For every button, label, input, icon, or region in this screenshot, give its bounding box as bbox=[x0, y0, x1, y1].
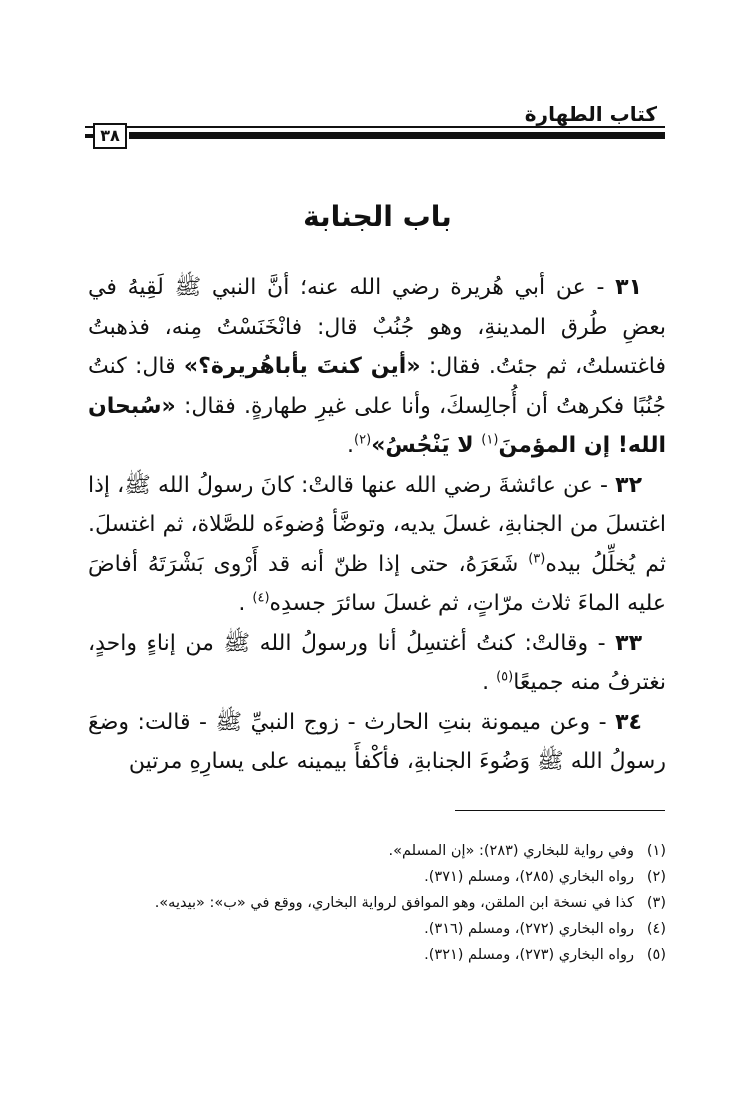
footnote-number: (٣) bbox=[646, 895, 666, 911]
hadith-31 bbox=[88, 268, 666, 466]
hadith-33 bbox=[88, 624, 666, 703]
footnote-ref[interactable]: (١) bbox=[481, 432, 499, 448]
header-rule-thick bbox=[129, 132, 665, 139]
book-title: كتاب الطهارة bbox=[524, 102, 657, 126]
hadith-number: ٣٤ bbox=[615, 709, 642, 735]
hadith-body: - وعن ميمونة بنتِ الحارث - زوج النبيِّ ﷺ - قالت: وضعَ رسولُ الله ﷺ وَضُوءَ الجنابةِ، فأكْفأَ بيمينه على يسارِهِ مرتين bbox=[88, 709, 666, 774]
footnote-ref[interactable]: (٣) bbox=[528, 551, 546, 567]
hadith-end: . bbox=[238, 591, 253, 616]
footnote-number: (٥) bbox=[646, 947, 666, 963]
hadith-34 bbox=[88, 703, 666, 782]
hadith-32 bbox=[88, 466, 666, 624]
footnote-item bbox=[88, 942, 666, 968]
hadith-number: ٣٣ bbox=[615, 630, 642, 656]
hadith-body: - وقالتْ: كنتُ أغتسِلُ أنا ورسولُ الله ﷺ من إناءٍ واحدٍ، نغترفُ منه جميعًا bbox=[88, 630, 666, 695]
hadith-quote: «سُبحان الله! إن المؤمنَ bbox=[88, 393, 666, 458]
hadith-end: . bbox=[347, 433, 355, 458]
footnote-item bbox=[88, 864, 666, 890]
hadith-body: شَعَرَهُ، حتى إذا ظنّ أنه قد أَرْوى بَشْرَتَهُ أفاضَ عليه الماءَ ثلاث مرّاتٍ، ثم غسلَ سائرَ جسدِه bbox=[88, 551, 666, 616]
footnote-item bbox=[88, 890, 666, 916]
hadith-number: ٣٢ bbox=[615, 472, 643, 498]
footnote-text: رواه البخاري (٢٧٣)، ومسلم (٣٢١). bbox=[424, 947, 634, 963]
page-header bbox=[85, 100, 665, 150]
hadith-body: - عن أبي هُريرة رضي الله عنه؛ أنَّ النبي ﷺ لَقِيهُ في بعضِ طُرق المدينةِ، وهو جُنُبٌ قال: فانْخَنَسْتُ مِنه، فذهبتُ فاغتسلتُ، ثم جئتُ. فقال: bbox=[88, 275, 666, 379]
footnote-ref[interactable]: (٢) bbox=[354, 432, 372, 448]
hadith-body: قال: كنتُ جُنُبًا فكرهتُ أن أُجالِسكَ، وأنا على غيرِ طهارةٍ. فقال: bbox=[88, 354, 666, 419]
hadith-end: . bbox=[482, 670, 497, 695]
footnote-item bbox=[88, 838, 666, 864]
page-number: ٣٨ bbox=[93, 123, 127, 149]
footnotes bbox=[88, 838, 666, 968]
header-rule-thin bbox=[85, 126, 665, 128]
footnote-ref[interactable]: (٤) bbox=[252, 590, 270, 606]
footnote-ref[interactable]: (٥) bbox=[496, 669, 514, 685]
footnote-text: رواه البخاري (٢٧٢)، ومسلم (٣١٦). bbox=[424, 921, 634, 937]
hadith-quote: «أين كنتَ يأباهُريرة؟» bbox=[183, 354, 421, 379]
hadith-number: ٣١ bbox=[615, 275, 642, 300]
hadith-body: - عن عائشةَ رضي الله عنها قالتْ: كانَ رسولُ الله ﷺ، إذا اغتسلَ من الجنابةِ، غسلَ يديه، وتوضَّأ وُضوءَه للصَّلاة، ثم اغتسلَ. ثم يُخلِّلُ بيده bbox=[88, 472, 666, 577]
footnote-number: (٢) bbox=[646, 869, 666, 885]
footnote-divider bbox=[455, 810, 665, 811]
footnote-number: (١) bbox=[646, 843, 666, 859]
footnote-text: كذا في نسخة ابن الملقن، وهو الموافق لرواية البخاري، ووقع في «ب»: «بيديه». bbox=[154, 895, 634, 911]
chapter-title: باب الجنابة bbox=[303, 200, 452, 233]
footnote-text: وفي رواية للبخاري (٢٨٣): «إن المسلم». bbox=[388, 843, 634, 859]
footnote-item bbox=[88, 916, 666, 942]
footnote-text: رواه البخاري (٢٨٥)، ومسلم (٣٧١). bbox=[424, 869, 634, 885]
hadith-text bbox=[88, 268, 666, 782]
hadith-quote: لا يَنْجُسُ» bbox=[371, 433, 482, 458]
footnote-number: (٤) bbox=[646, 921, 666, 937]
